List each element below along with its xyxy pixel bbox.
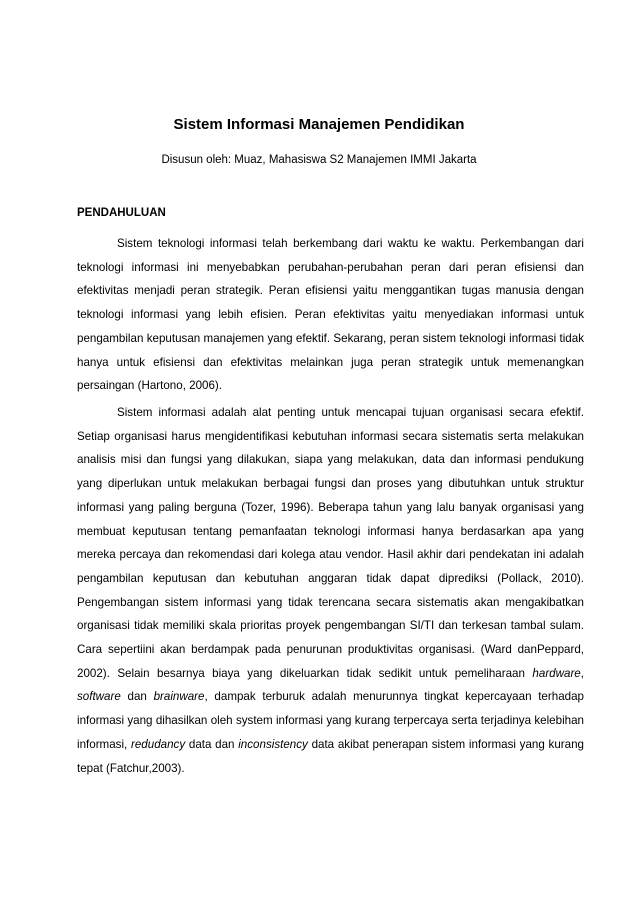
term-hardware: hardware bbox=[532, 666, 581, 680]
term-redudancy: redudancy bbox=[130, 737, 186, 751]
section-heading: PENDAHULUAN bbox=[77, 207, 166, 219]
paragraph-2-part-b: , dampak terburuk adalah menurunnya tingkat kepercayaan terhadap informasi yang dihasilkan oleh system informasi yang kurang terpercaya serta terjadinya kelebihan informasi, bbox=[77, 690, 584, 751]
document-title: Sistem Informasi Manajemen Pendidikan bbox=[173, 116, 465, 133]
paragraph-2 bbox=[77, 401, 584, 780]
term-software: software bbox=[77, 690, 121, 704]
paragraph-2-part-a: Sistem informasi adalah alat penting untuk mencapai tujuan organisasi secara efektif. Setiap organisasi harus mengidentifikasi kebutuhan informasi secara sistematis serta melakukan analisis misi dan fungsi yang dilakukan, siapa yang melakukan, data dan informasi pendukung yang diperlukan untuk melakukan berbagai fungsi dan proses yang dibutuhkan untuk struktur informasi yang paling berguna (Tozer, 1996). Beberapa tahun yang lalu banyak organisasi yang membuat keputusan tentang pemanfaatan teknologi informasi hanya berdasarkan apa yang mereka percaya dan rekomendasi dari kolega atau vendor. Hasil akhir dari pendekatan ini adalah pengambilan keputusan dan kebutuhan anggaran tidak dapat diprediksi (Pollack, 2010). Pengembangan sistem informasi yang tidak terencana secara sistematis akan mengakibatkan organisasi tidak memiliki skala prioritas proyek pengembangan SI/TI dan terkesan tambal sulam. Cara sepertiini akan berdampak pada penurunan produktivitas organisasi. (Ward danPeppard, 2002). Selain besarnya biaya yang dikeluarkan tidak sedikit untuk pemeliharaan bbox=[77, 406, 584, 680]
paragraph-1: Sistem teknologi informasi telah berkembang dari waktu ke waktu. Perkembangan dari teknologi informasi ini menyebabkan perubahan-perubahan peran dari peran efisiensi dan efektivitas menjadi peran strategik. Peran efisiensi yaitu menggantikan tugas manusia dengan teknologi informasi yang lebih efisien. Peran efektivitas yaitu menyediakan informasi untuk pengambilan keputusan manajemen yang efektif. Sekarang, peran sistem teknologi informasi tidak hanya untuk efisiensi dan efektivitas melainkan juga peran strategik untuk memenangkan persaingan (Hartono, 2006). bbox=[77, 237, 584, 393]
author-line: Disusun oleh: Muaz, Mahasiswa S2 Manajemen IMMI Jakarta bbox=[161, 154, 477, 166]
term-brainware: brainware bbox=[153, 690, 205, 704]
term-inconsistency: inconsistency bbox=[238, 737, 308, 751]
separator-3: data dan bbox=[185, 737, 239, 751]
paragraph-2-part-c: data akibat penerapan sistem informasi yang kurang tepat (Fatchur,2003). bbox=[77, 737, 584, 775]
separator-2: dan bbox=[120, 690, 154, 704]
separator-1: , bbox=[580, 666, 584, 680]
